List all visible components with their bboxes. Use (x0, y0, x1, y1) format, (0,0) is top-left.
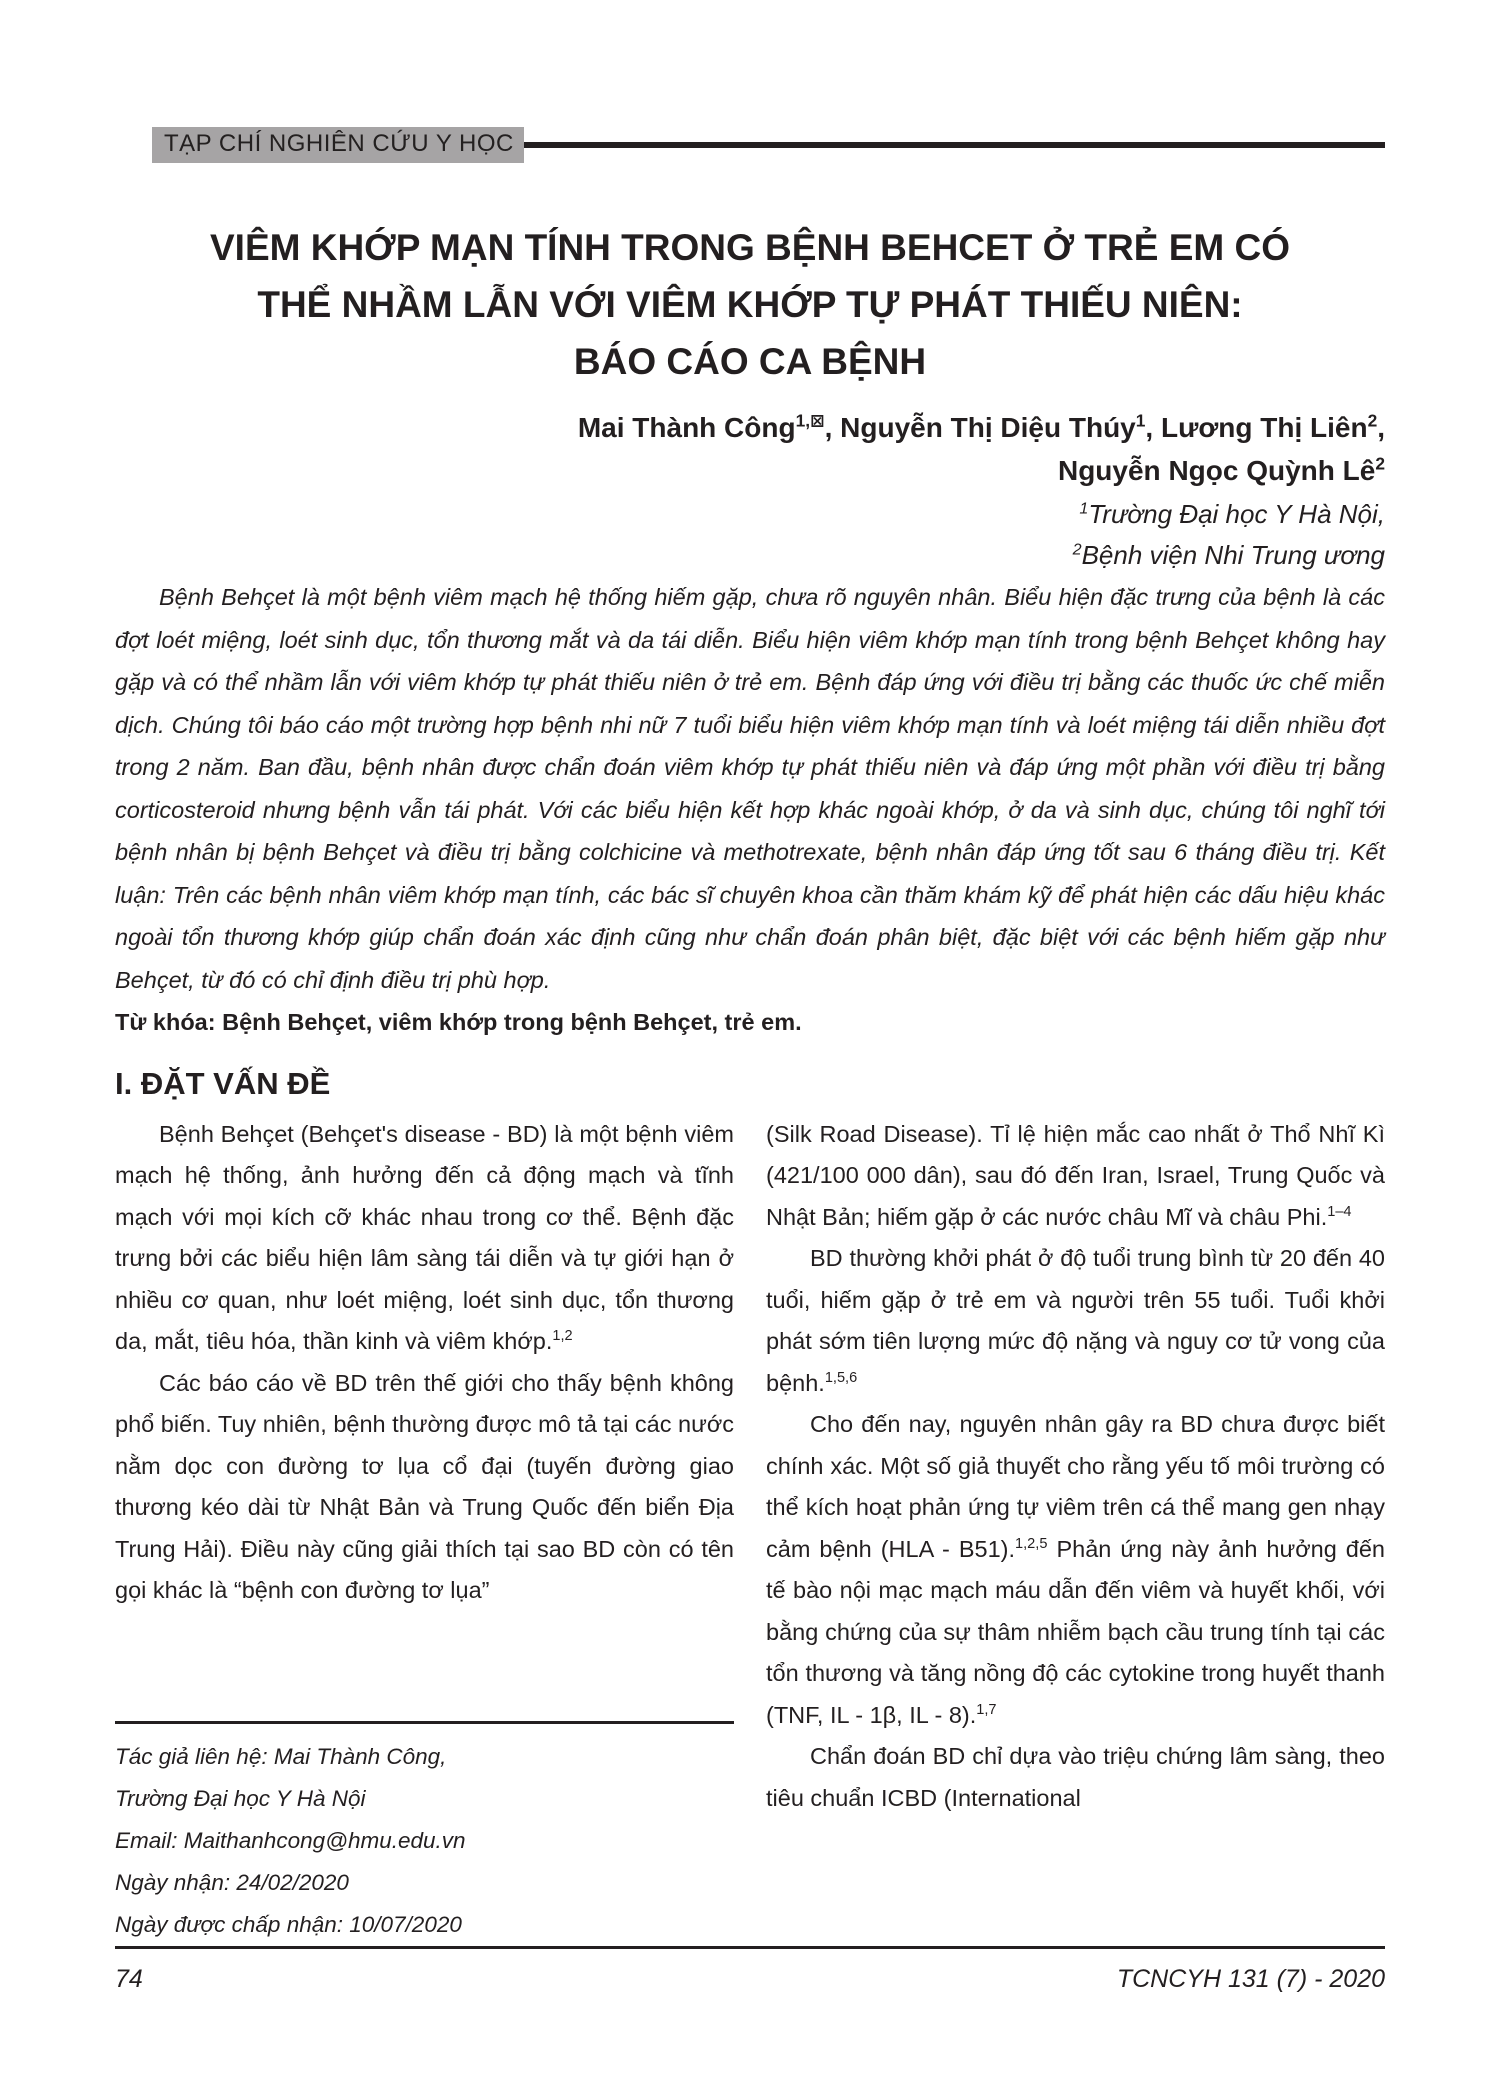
footnote-affiliation-line: Trường Đại học Y Hà Nội (115, 1785, 366, 1811)
journal-header-label: TẠP CHÍ NGHIÊN CỨU Y HỌC (152, 127, 524, 163)
affiliation-line-2: $^2$Bệnh viện Nhi Trung ương (1072, 540, 1385, 570)
affiliations-block (115, 494, 1385, 576)
affiliation-line-1: $^1$Trường Đại học Y Hà Nội, (1079, 499, 1385, 529)
left-column (115, 1114, 734, 1946)
footnote-contact-line: Tác giả liên hệ: Mai Thành Công, (115, 1743, 447, 1769)
header-rule (524, 142, 1385, 148)
journal-reference: TCNCYH 131 (7) - 2020 (1116, 1964, 1385, 1993)
article-title-line-1: VIÊM KHỚP MẠN TÍNH TRONG BỆNH BEHCET Ở TRẺ EM CÓ (210, 227, 1290, 268)
right-column (766, 1114, 1385, 1946)
footnote-received-date-line: Ngày nhận: 24/02/2020 (115, 1869, 349, 1895)
keywords-line: Từ khóa: Bệnh Behçet, viêm khớp trong bệnh Behçet, trẻ em. (115, 1009, 802, 1035)
correspondence-footnote (115, 1721, 734, 1946)
authors-line-2: Nguyễn Ngọc Quỳnh $Lê^2$ (1057, 453, 1385, 486)
footnote-accepted-date-line: Ngày được chấp nhận: 10/07/2020 (115, 1911, 462, 1937)
section-heading-introduction: I. ĐẶT VẤN ĐỀ (115, 1065, 331, 1101)
page-header (115, 127, 1385, 163)
body-paragraph: Cho đến nay, nguyên nhân gây ra BD chưa được biết chính xác. Một số giả thuyết cho rằng yếu tố môi trường có thể kích hoạt phản ứng tự viêm trên cá thể mang gen nhạy cảm bệnh (HLA - B51).$^{1,2,5}$ Phản ứng này ảnh hưởng đến tế bào nội mạc mạch máu dẫn đến viêm và huyết khối, với bằng chứng của sự thâm nhiễm bạch cầu trung tính tại các tổn thương và tăng nồng độ các cytokine trong huyết thanh (TNF, IL - 1β, IL - 8).$^{1,7}$ (766, 1411, 1385, 1728)
article-title (115, 219, 1385, 390)
body-paragraph: (Silk Road Disease). Tỉ lệ hiện mắc cao nhất ở Thổ Nhĩ Kì (421/100 000 dân), sau đó đến Iran, Israel, Trung Quốc và Nhật Bản; hiếm gặp ở các nước châu Mĩ và châu Phi.$^{1-4}$ (766, 1120, 1385, 1230)
two-column-body (115, 1114, 1385, 1946)
body-paragraph: Chẩn đoán BD chỉ dựa vào triệu chứng lâm sàng, theo tiêu chuẩn ICBD (International (766, 1743, 1385, 1811)
article-title-line-3: BÁO CÁO CA BỆNH (573, 341, 927, 382)
abstract-paragraph: Bệnh Behçet là một bệnh viêm mạch hệ thống hiếm gặp, chưa rõ nguyên nhân. Biểu hiện đặc trưng của bệnh là các đợt loét miệng, loét sinh dục, tổn thương mắt và da tái diễn. Biểu hiện viêm khớp mạn tính trong bệnh Behçet không hay gặp và có thể nhầm lẫn với viêm khớp tự phát thiếu niên ở trẻ em. Bệnh đáp ứng với điều trị bằng các thuốc ức chế miễn dịch. Chúng tôi báo cáo một trường hợp bệnh nhi nữ 7 tuổi biểu hiện viêm khớp mạn tính và loét miệng tái diễn nhiều đợt trong 2 năm. Ban đầu, bệnh nhân được chẩn đoán viêm khớp tự phát thiếu niên và đáp ứng một phần với điều trị bằng corticosteroid nhưng bệnh vẫn tái phát. Với các biểu hiện kết hợp khác ngoài khớp, ở da và sinh dục, chúng tôi nghĩ tới bệnh nhân bị bệnh Behçet và điều trị bằng colchicine và methotrexate, bệnh nhân đáp ứng tốt sau 6 tháng điều trị. Kết luận: Trên các bệnh nhân viêm khớp mạn tính, các bác sĩ chuyên khoa cần thăm khám kỹ để phát hiện các dấu hiệu khác ngoài tổn thương khớp giúp chẩn đoán xác định cũng như chẩn đoán phân biệt, đặc biệt với các bệnh hiếm gặp như Behçet, từ đó có chỉ định điều trị phù hợp. (115, 584, 1385, 993)
article-title-line-2: THỂ NHẦM LẪN VỚI VIÊM KHỚP TỰ PHÁT THIẾU NIÊN: (257, 284, 1243, 325)
body-paragraph: Các báo cáo về BD trên thế giới cho thấy bệnh không phổ biến. Tuy nhiên, bệnh thường được mô tả tại các nước nằm dọc con đường tơ lụa cổ đại (tuyến đường giao thương kéo dài từ Nhật Bản và Trung Quốc đến biển Địa Trung Hải). Điều này cũng giải thích tại sao BD còn có tên gọi khác là “bệnh con đường tơ lụa” (115, 1369, 734, 1603)
authors-line-1: Mai Thành Công$^{1,⊠}$, Nguyễn Thị Diệu Thúy$^1$, Lương Thị Liên$^2$, (577, 410, 1385, 443)
body-paragraph: BD thường khởi phát ở độ tuổi trung bình từ 20 đến 40 tuổi, hiếm gặp ở trẻ em và người trên 55 tuổi. Tuổi khởi phát sớm tiên lượng mức độ nặng và nguy cơ tử vong của bệnh.$^{1,5,6}$ (766, 1245, 1385, 1396)
authors-block (115, 406, 1385, 492)
page-footer (115, 1965, 1385, 1994)
footnote-email-line: Email: Maithanhcong@hmu.edu.vn (115, 1827, 466, 1853)
body-paragraph: Bệnh Behçet (Behçet's disease - BD) là một bệnh viêm mạch hệ thống, ảnh hưởng đến cả động mạch và tĩnh mạch với mọi kích cỡ khác nhau trong cơ thể. Bệnh đặc trưng bởi các biểu hiện lâm sàng tái diễn và tự giới hạn ở nhiều cơ quan, như loét miệng, loét sinh dục, tổn thương da, mắt, tiêu hóa, thần kinh và viêm khớp.$^{1,2}$ (115, 1120, 734, 1354)
footer-rule (115, 1946, 1385, 1949)
page-number: 74 (115, 1964, 143, 1993)
